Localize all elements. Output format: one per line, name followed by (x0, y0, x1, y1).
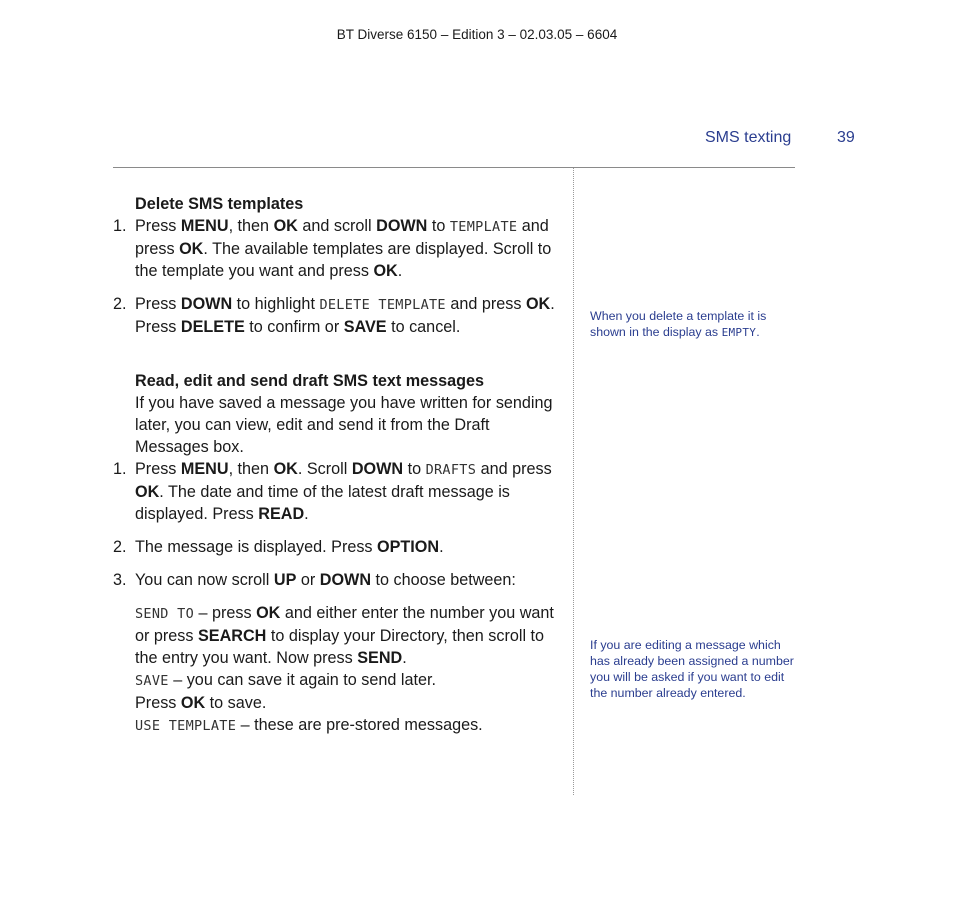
key-option: OPTION (377, 538, 440, 556)
display-text-empty: EMPTY (721, 326, 757, 339)
step-text: Press MENU, then OK and scroll DOWN to TEMPLATE and press OK. The available templates are displayed. Scroll to the template you want and press OK. (135, 217, 552, 280)
sidenote-delete-template: When you delete a template it is shown in the display as EMPTY. (590, 309, 767, 339)
key-delete: DELETE (180, 318, 245, 336)
step-number: 2. (113, 538, 127, 556)
key-ok: OK (180, 694, 206, 712)
display-text-use-template: USE TEMPLATE (135, 718, 237, 734)
delete-templates-step-2 (113, 293, 563, 338)
key-ok: OK (179, 240, 204, 258)
step-number: 1. (113, 460, 127, 478)
step-text: You can now scroll UP or DOWN to choose between: (135, 571, 516, 589)
key-ok: OK (135, 483, 160, 501)
key-menu: MENU (180, 217, 229, 235)
key-read: READ (258, 505, 305, 523)
key-down: DOWN (319, 571, 372, 589)
key-menu: MENU (180, 460, 229, 478)
display-text-template: TEMPLATE (449, 219, 518, 235)
option-send-to: SEND TO – press OK and either enter the number you want or press SEARCH to display your Directory, then scroll to the entry you want. Now press SEND. (135, 604, 554, 667)
key-down: DOWN (376, 217, 428, 235)
key-ok: OK (256, 604, 281, 622)
draft-step-1 (113, 458, 563, 525)
document-info-header: BT Diverse 6150 – Edition 3 – 02.03.05 – 6604 (336, 27, 618, 42)
key-ok: OK (273, 217, 298, 235)
display-text-delete-template: DELETE TEMPLATE (319, 297, 446, 313)
delete-templates-step-1 (113, 215, 563, 282)
draft-messages-heading: Read, edit and send draft SMS text messages (135, 372, 485, 390)
draft-step-2 (113, 536, 563, 558)
key-search: SEARCH (197, 627, 267, 645)
section-title: SMS texting (705, 129, 792, 146)
sidenote-editing-message: If you are editing a message which has already been assigned a number you will be asked if you want to edit the number already entered. (590, 638, 794, 700)
key-down: DOWN (351, 460, 404, 478)
column-divider (573, 168, 574, 795)
option-use-template: USE TEMPLATE – these are pre-stored messages. (135, 716, 483, 734)
key-down: DOWN (180, 295, 233, 313)
step-number: 2. (113, 295, 127, 313)
page-number: 39 (837, 129, 855, 146)
key-up: UP (273, 571, 297, 589)
option-save: SAVE – you can save it again to send later. Press OK to save. (135, 671, 436, 712)
display-text-drafts: DRAFTS (425, 462, 477, 478)
step-text: Press MENU, then OK. Scroll DOWN to DRAFTS and press OK. The date and time of the latest draft message is displayed. Press READ. (135, 460, 552, 523)
display-text-send-to: SEND TO (135, 606, 194, 622)
key-ok: OK (525, 295, 551, 313)
display-text-save: SAVE (135, 673, 169, 689)
key-send: SEND (357, 649, 403, 667)
header-divider (113, 167, 795, 168)
key-save: SAVE (343, 318, 387, 336)
step-number: 1. (113, 217, 127, 235)
draft-step-3 (113, 569, 563, 591)
step-number: 3. (113, 571, 127, 589)
draft-messages-intro: If you have saved a message you have written for sending later, you can view, edit and send it from the Draft Messages box. (135, 394, 553, 456)
key-ok: OK (273, 460, 298, 478)
step-text: Press DOWN to highlight DELETE TEMPLATE and press OK. Press DELETE to confirm or SAVE to cancel. (135, 295, 555, 336)
step-text: The message is displayed. Press OPTION. (135, 538, 444, 556)
delete-templates-heading: Delete SMS templates (135, 195, 304, 213)
main-column (113, 193, 563, 737)
key-ok: OK (373, 262, 398, 280)
